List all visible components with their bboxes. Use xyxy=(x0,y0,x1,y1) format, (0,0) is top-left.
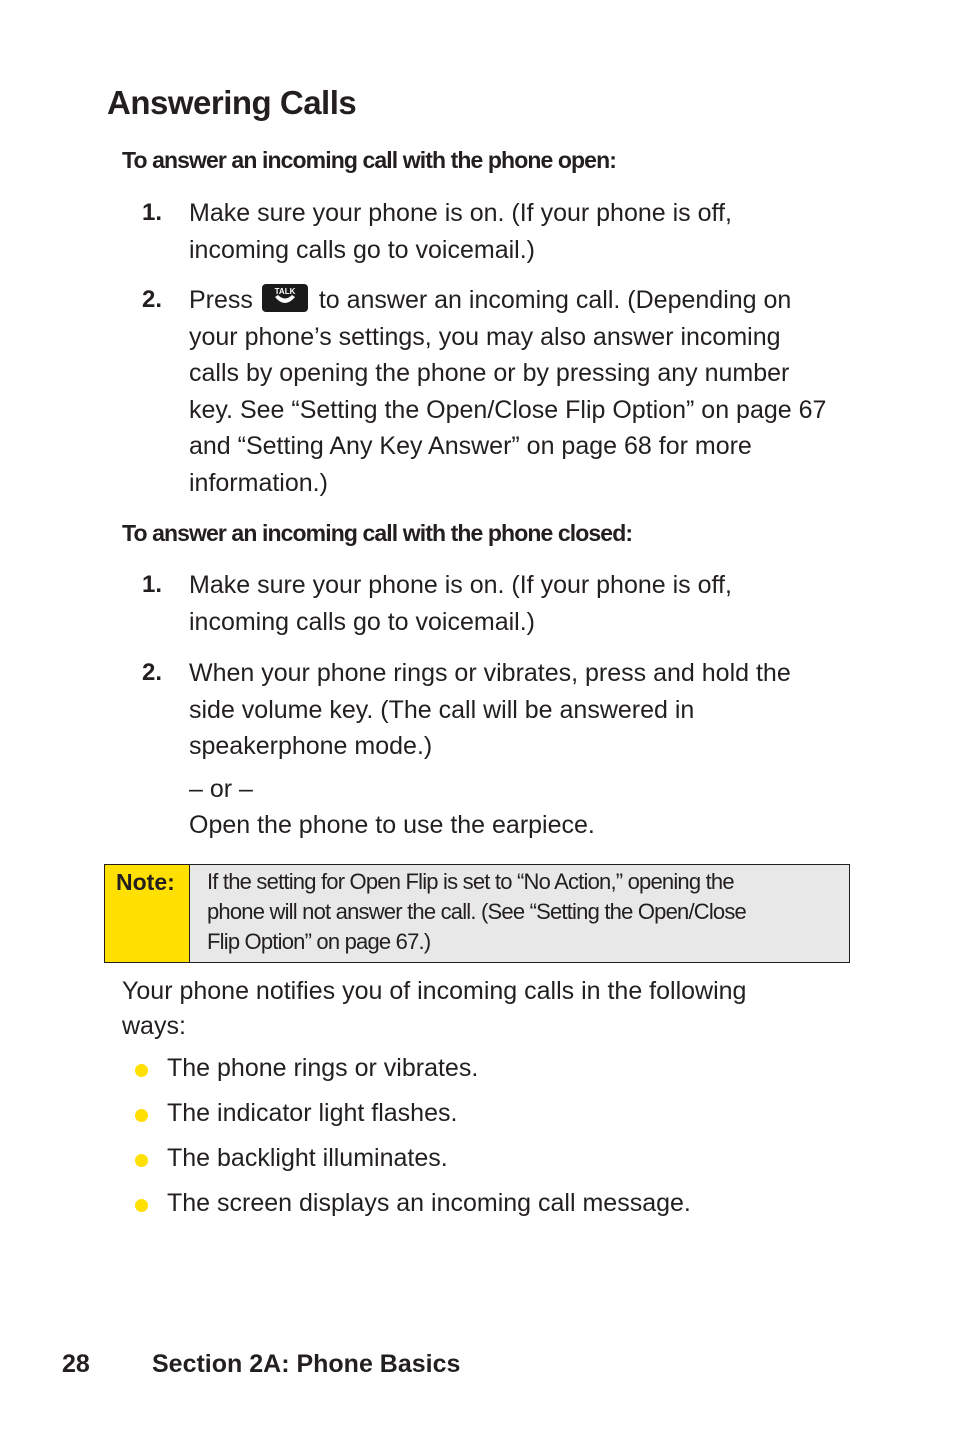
step-line: side volume key. (The call will be answered in xyxy=(189,695,695,724)
step-line: incoming calls go to voicemail.) xyxy=(189,607,535,636)
notify-intro-line: Your phone notifies you of incoming calls in the following xyxy=(122,977,747,1005)
step-line: Make sure your phone is on. (If your phone is off, xyxy=(189,571,732,599)
step-number: 2. xyxy=(142,659,163,686)
step-line: and “Setting Any Key Answer” on page 68 for more xyxy=(189,432,752,460)
page-number: 28 xyxy=(62,1350,90,1378)
note-line: If the setting for Open Flip is set to “No Action,” opening the xyxy=(207,869,734,894)
note-line: Flip Option” on page 67.) xyxy=(207,929,431,954)
note-text xyxy=(190,865,849,962)
note-line: phone will not answer the call. (See “Setting the Open/Close xyxy=(207,899,746,924)
section-footer: Section 2A: Phone Basics xyxy=(152,1350,461,1378)
step-line: information.) xyxy=(189,468,328,497)
page-title: Answering Calls xyxy=(107,84,357,121)
step-number: 1. xyxy=(142,571,163,598)
step-line: calls by opening the phone or by pressing any number xyxy=(189,359,790,387)
step-line: Make sure your phone is on. (If your phone is off, xyxy=(189,199,732,227)
bullet-dot-icon xyxy=(135,1064,148,1077)
step-line: speakerphone mode.) xyxy=(189,732,433,760)
subheading-phone-open: To answer an incoming call with the phone open: xyxy=(122,147,616,173)
step-line: key. See “Setting the Open/Close Flip Option” on page 67 xyxy=(189,395,827,424)
subheading-phone-closed: To answer an incoming call with the phone closed: xyxy=(122,520,633,546)
note-box xyxy=(104,864,850,963)
bullet-dot-icon xyxy=(135,1199,148,1212)
or-separator: – or – xyxy=(189,774,253,803)
step-alt-text: Open the phone to use the earpiece. xyxy=(189,811,595,839)
step-line-end: to answer an incoming call. (Depending on xyxy=(318,286,792,314)
list-item: The backlight illuminates. xyxy=(167,1144,448,1172)
step-text xyxy=(189,567,869,640)
step-text xyxy=(189,282,869,501)
note-label: Note: xyxy=(105,865,190,962)
step-number: 1. xyxy=(142,199,163,226)
list-item: The phone rings or vibrates. xyxy=(167,1054,479,1082)
notify-intro-line: ways: xyxy=(122,1012,186,1040)
list-item: The screen displays an incoming call message. xyxy=(167,1189,691,1217)
step-line: incoming calls go to voicemail.) xyxy=(189,235,535,264)
list-item: The indicator light flashes. xyxy=(167,1099,458,1127)
step-text xyxy=(189,655,869,844)
step-line: your phone’s settings, you may also answer incoming xyxy=(189,322,781,351)
step-number: 2. xyxy=(142,286,163,313)
notify-intro xyxy=(122,974,746,1044)
talk-key-icon xyxy=(262,284,308,312)
step-text xyxy=(189,195,869,268)
step-line: When your phone rings or vibrates, press and hold the xyxy=(189,659,791,687)
talk-key-label: TALK xyxy=(274,287,296,296)
bullet-dot-icon xyxy=(135,1154,148,1167)
step-line xyxy=(189,282,869,319)
bullet-dot-icon xyxy=(135,1109,148,1122)
step-line-start: Press xyxy=(189,286,253,314)
